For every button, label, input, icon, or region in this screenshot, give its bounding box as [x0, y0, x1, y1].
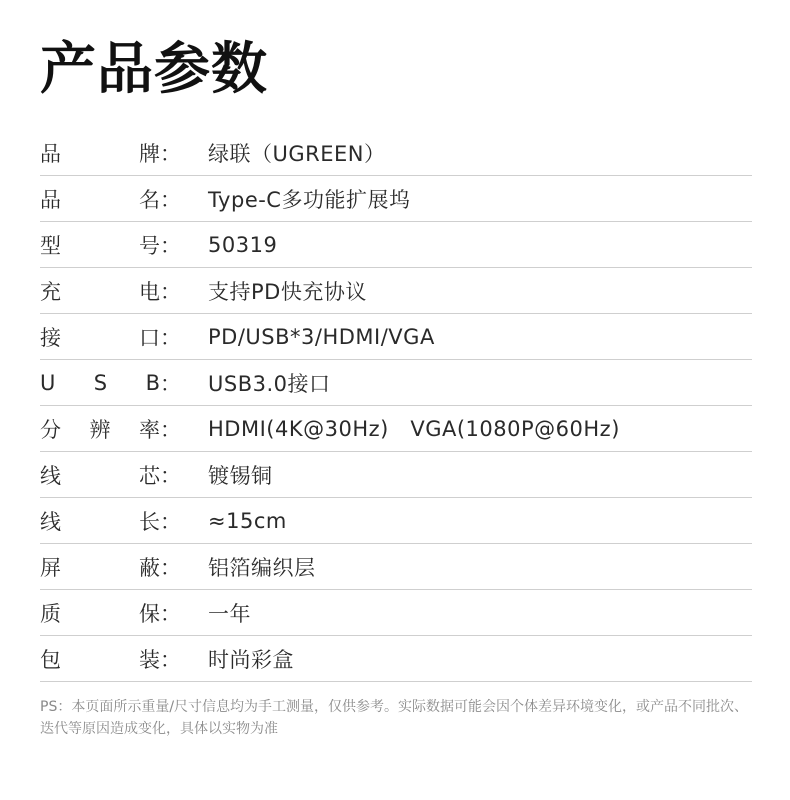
spec-label-char: 线	[40, 509, 61, 534]
spec-label-char: 质	[40, 601, 61, 626]
spec-label-char: 屏	[40, 555, 61, 580]
spec-label	[40, 414, 208, 444]
spec-row	[40, 268, 752, 314]
spec-label-char: 辨	[89, 417, 111, 442]
spec-value: 镀锡铜	[208, 463, 273, 488]
spec-value: 绿联（UGREEN）	[208, 141, 386, 166]
spec-label-text	[40, 371, 160, 395]
spec-row	[40, 360, 752, 406]
spec-row	[40, 590, 752, 636]
spec-label-colon: ：	[160, 279, 181, 304]
spec-table	[40, 130, 752, 682]
spec-label-char: 品	[40, 141, 61, 166]
spec-value: ≈15cm	[208, 508, 287, 533]
spec-label-text	[40, 644, 160, 674]
spec-label-text	[40, 138, 160, 168]
spec-label-char: 牌	[139, 141, 160, 166]
spec-value: USB3.0接口	[208, 371, 331, 396]
spec-label-char: 芯	[139, 463, 160, 488]
spec-label-colon: ：	[160, 463, 181, 488]
spec-label-char: 接	[40, 325, 61, 350]
spec-label-char: 号	[139, 233, 160, 258]
spec-label	[40, 460, 208, 490]
spec-label-char: 型	[40, 233, 61, 258]
spec-label	[40, 644, 208, 674]
spec-label-colon: ：	[160, 187, 181, 212]
spec-label	[40, 322, 208, 352]
disclaimer-note: PS：本页面所示重量/尺寸信息均为手工测量，仅供参考。实际数据可能会因个体差异环境变化，或产品不同批次、迭代等原因造成变化，具体以实物为准	[40, 699, 749, 737]
spec-label-char: 包	[40, 647, 61, 672]
spec-label-text	[40, 552, 160, 582]
spec-label-char: U	[40, 370, 56, 395]
spec-row	[40, 176, 752, 222]
spec-label-char: 蔽	[139, 555, 160, 580]
spec-label-text	[40, 184, 160, 214]
spec-label-char: 分	[40, 417, 61, 442]
spec-label-char: 率	[139, 417, 160, 442]
spec-value: 铝箔编织层	[208, 555, 316, 580]
spec-label-char: 长	[139, 509, 160, 534]
spec-label	[40, 184, 208, 214]
page-title: 产品参数	[40, 37, 268, 102]
spec-label	[40, 598, 208, 628]
spec-label-char: 保	[139, 601, 160, 626]
spec-row	[40, 222, 752, 268]
spec-label-text	[40, 506, 160, 536]
spec-label	[40, 368, 208, 398]
spec-label-colon: ：	[160, 555, 181, 580]
spec-value: HDMI(4K@30Hz) VGA(1080P@60Hz)	[208, 416, 620, 441]
spec-label-text	[40, 460, 160, 490]
spec-label-char: 名	[139, 187, 160, 212]
spec-value: Type-C多功能扩展坞	[208, 187, 411, 212]
spec-value: 时尚彩盒	[208, 647, 294, 672]
spec-value: 支持PD快充协议	[208, 279, 367, 304]
spec-row	[40, 544, 752, 590]
spec-row	[40, 130, 752, 176]
spec-label	[40, 138, 208, 168]
spec-label-char: 装	[139, 647, 160, 672]
spec-label-char: 口	[139, 325, 160, 350]
spec-label-char: 品	[40, 187, 61, 212]
spec-label-colon: ：	[160, 647, 181, 672]
spec-label	[40, 506, 208, 536]
spec-label-colon: ：	[160, 417, 181, 442]
spec-label-text	[40, 322, 160, 352]
spec-label-colon: ：	[160, 371, 181, 396]
spec-label-text	[40, 414, 160, 444]
spec-label-text	[40, 230, 160, 260]
spec-value: 一年	[208, 601, 251, 626]
spec-row	[40, 498, 752, 544]
spec-label-colon: ：	[160, 233, 181, 258]
spec-row	[40, 636, 752, 682]
spec-row	[40, 406, 752, 452]
spec-value: PD/USB*3/HDMI/VGA	[208, 324, 435, 349]
spec-label-text	[40, 276, 160, 306]
spec-label	[40, 276, 208, 306]
spec-row	[40, 452, 752, 498]
spec-label-char: S	[93, 370, 108, 395]
spec-label-char: 充	[40, 279, 61, 304]
spec-label	[40, 230, 208, 260]
spec-label-char: 电	[139, 279, 160, 304]
spec-label-text	[40, 598, 160, 628]
spec-label-colon: ：	[160, 141, 181, 166]
spec-label-colon: ：	[160, 325, 181, 350]
spec-value: 50319	[208, 232, 278, 257]
spec-label-char: 线	[40, 463, 61, 488]
spec-row	[40, 314, 752, 360]
spec-label-colon: ：	[160, 509, 181, 534]
spec-label-colon: ：	[160, 601, 181, 626]
spec-label	[40, 552, 208, 582]
spec-label-char: B	[145, 370, 160, 395]
